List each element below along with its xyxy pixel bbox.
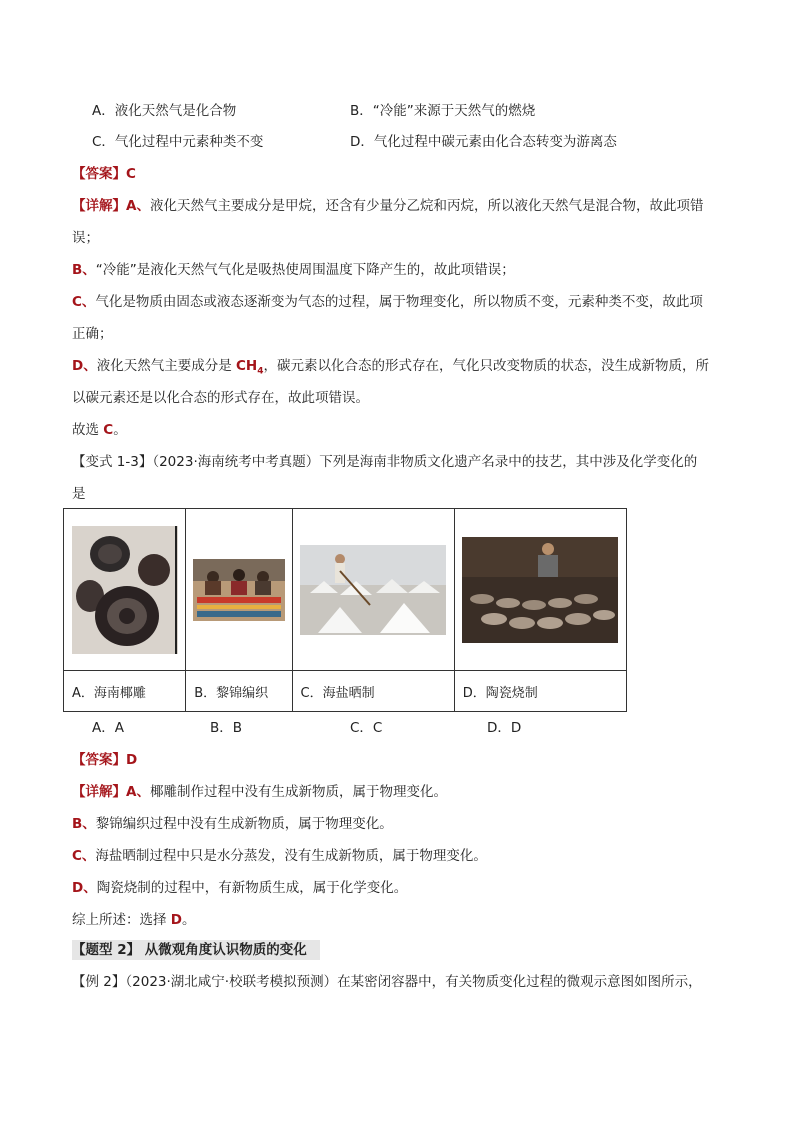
variant-stem-line-2: 是: [72, 486, 86, 502]
detail-text: 陶瓷烧制的过程中，有新物质生成，属于化学变化。: [96, 880, 408, 896]
detail-text: 液化天然气主要成分是甲烷，还含有少量分乙烷和丙烷，所以液化天然气是混合物，故此项错: [149, 198, 704, 214]
detail-text: 正确；: [72, 326, 113, 342]
variant-stem-line-1: [72, 452, 697, 472]
example-stem-line: [72, 972, 702, 992]
detail-line-4: [72, 292, 703, 312]
coconut-carving-image: [72, 526, 178, 654]
variant-detail-line-3: [72, 846, 487, 866]
option-b: B．“冷能”来源于天然气的燃烧: [350, 103, 536, 119]
option-c: C．气化过程中元素种类不变: [92, 134, 264, 150]
image-cell-pottery: [454, 509, 626, 671]
detail-prefix: D、: [72, 880, 97, 896]
caption-c: C．海盐晒制: [292, 671, 454, 712]
answer-line: [72, 164, 136, 184]
heritage-image-table: [63, 508, 627, 712]
variant-option-d: D．D: [487, 720, 522, 736]
pottery-image: [462, 537, 618, 643]
caption-d: D．陶瓷烧制: [454, 671, 626, 712]
variant-stem: 下列是海南非物质文化遗产名录中的技艺，其中涉及化学变化的: [319, 454, 698, 470]
variant-detail-line-2: [72, 814, 393, 834]
detail-text: “冷能”是液化天然气气化是吸热使周围温度下降产生的，故此项错误；: [95, 262, 515, 278]
li-brocade-image: [193, 559, 285, 621]
variant-option-c: C．C: [350, 720, 383, 736]
detail-prefix: B、: [72, 262, 96, 278]
chemical-formula: $CH_4$: [236, 358, 264, 377]
detail-line-1: [72, 196, 703, 216]
example-text: 在某密闭容器中，有关物质变化过程的微观示意图如图所示，: [337, 974, 702, 990]
option-d: D．气化过程中碳元素由化合态转变为游离态: [350, 134, 617, 150]
detail-line-6: [72, 356, 709, 382]
variant-tag: 【变式 1-3】: [72, 454, 153, 470]
variant-detail-line-4: [72, 878, 407, 898]
detail-text: 误；: [72, 230, 99, 246]
variant-detail-line-1: [72, 782, 447, 802]
detail-line-3: [72, 260, 515, 280]
sea-salt-image: [300, 545, 446, 635]
detail-prefix: A、: [126, 198, 150, 214]
image-cell-sea-salt: [292, 509, 454, 671]
variant-option-a: A．A: [92, 720, 124, 736]
detail-tag: 【详解】: [72, 784, 126, 800]
variant-answer-line: [72, 750, 137, 770]
detail-text: 黎锦编织过程中没有生成新物质，属于物理变化。: [95, 816, 393, 832]
conclusion-line: 故选 C。: [72, 422, 127, 438]
detail-prefix: C、: [72, 848, 96, 864]
section-heading: 【题型 2】 从微观角度认识物质的变化: [72, 942, 307, 958]
summary-value: D: [170, 912, 183, 928]
detail-prefix: A、: [126, 784, 150, 800]
option-a: A．液化天然气是化合物: [92, 103, 237, 119]
detail-text: 以碳元素还是以化合态的形式存在，故此项错误。: [72, 390, 369, 406]
caption-a: A．海南椰雕: [64, 671, 186, 712]
example-source: （2023·湖北咸宁·校联考模拟预测）: [125, 974, 338, 990]
detail-line-7: [72, 388, 369, 408]
variant-summary-line: 综上所述：选择 D。: [72, 912, 196, 928]
answer-value: C: [126, 166, 136, 182]
answer-value: D: [126, 752, 138, 768]
answer-tag: 【答案】: [72, 752, 126, 768]
variant-option-b: B．B: [210, 720, 243, 736]
detail-prefix: B、: [72, 816, 96, 832]
detail-text: 椰雕制作过程中没有生成新物质，属于物理变化。: [149, 784, 447, 800]
example-tag: 【例 2】: [72, 974, 126, 990]
variant-source: （2023·海南统考中考真题）: [152, 454, 320, 470]
detail-text: ，碳元素以化合态的形式存在，气化只改变物质的状态，没生成新物质，所: [263, 358, 709, 374]
detail-text: 气化是物质由固态或液态逐渐变为气态的过程，属于物理变化，所以物质不变，元素种类不变，故此项: [95, 294, 703, 310]
detail-text: 海盐晒制过程中只是水分蒸发，没有生成新物质，属于物理变化。: [95, 848, 487, 864]
conclusion-value: C: [103, 422, 114, 438]
image-cell-li-brocade: [186, 509, 292, 671]
detail-tag: 【详解】: [72, 198, 126, 214]
detail-line-5: [72, 324, 113, 344]
image-cell-coconut-carving: [64, 509, 186, 671]
detail-prefix: D、: [72, 358, 97, 374]
answer-tag: 【答案】: [72, 166, 126, 182]
detail-prefix: C、: [72, 294, 96, 310]
detail-text: 液化天然气主要成分是: [96, 358, 237, 374]
caption-b: B．黎锦编织: [186, 671, 292, 712]
detail-line-2: [72, 228, 99, 248]
